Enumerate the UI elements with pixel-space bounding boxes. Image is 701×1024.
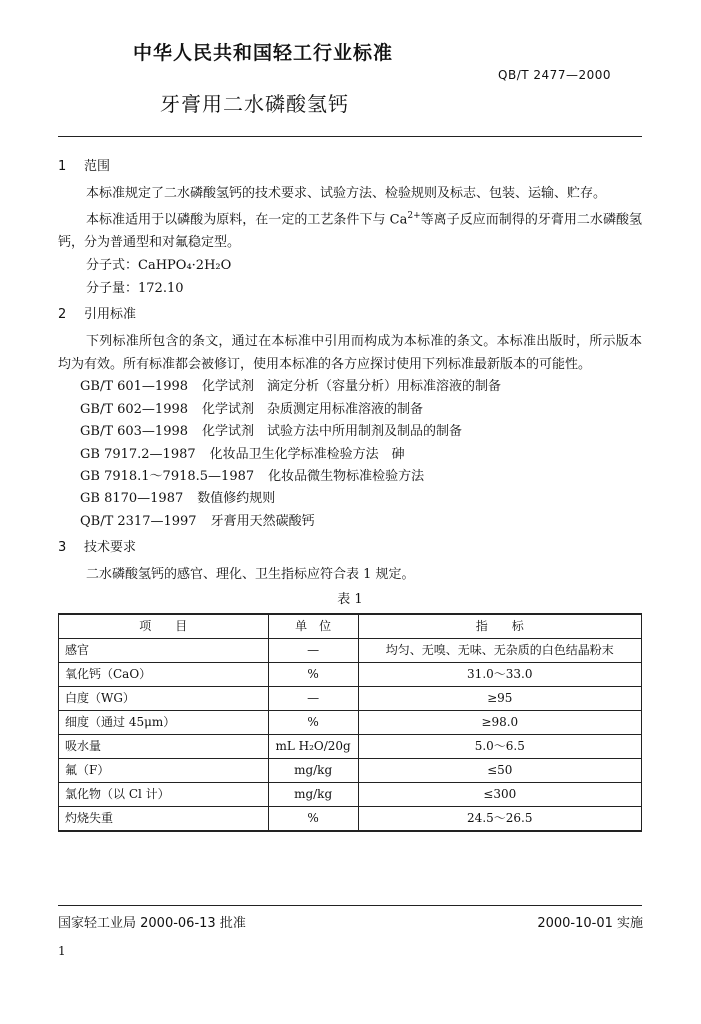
- approval-note: 国家轻工业局 2000-06-13 批准: [58, 916, 246, 931]
- table-row: [59, 759, 642, 783]
- section-1-heading: [58, 155, 642, 178]
- reference-name: 化学试剂 杂质测定用标准溶液的制备: [202, 401, 424, 417]
- standard-org-title: 中华人民共和国轻工行业标准: [133, 42, 394, 64]
- header-unit: 单 位: [268, 614, 358, 639]
- reference-item: [80, 511, 642, 533]
- standard-code: QB/T 2477—2000: [498, 68, 611, 82]
- table-caption: 表 1: [337, 592, 363, 608]
- molecular-mass: [86, 277, 642, 300]
- header-divider: [58, 136, 642, 137]
- section-number: 2: [58, 307, 67, 323]
- cell-item: 灼烧失重: [59, 807, 269, 832]
- header-item: 项 目: [59, 614, 269, 639]
- reference-item: [80, 376, 642, 398]
- formula-value: CaHPO₄·2H₂O: [138, 258, 232, 274]
- table-row: [59, 687, 642, 711]
- reference-name: 牙膏用天然碳酸钙: [210, 513, 315, 529]
- mass-value: 172.10: [138, 281, 184, 297]
- cell-value: ≤50: [358, 759, 641, 783]
- page-number: 1: [58, 944, 66, 958]
- cell-item: 氟（F）: [59, 759, 269, 783]
- reference-name: 化学试剂 滴定分析（容量分析）用标准溶液的制备: [202, 379, 502, 395]
- section-title: 范围: [84, 159, 111, 174]
- cell-unit: —: [268, 687, 358, 711]
- header-value: 指 标: [358, 614, 641, 639]
- scope-superscript: 2+: [407, 211, 421, 221]
- cell-item: 氧化钙（CaO）: [59, 663, 269, 687]
- formula-label: 分子式：: [86, 258, 139, 274]
- scope-text-after: 等离子反应而制得的牙膏用二水磷酸氢钙，分为普通型和对氟稳定型。: [58, 212, 642, 251]
- cell-value: ≤300: [358, 783, 641, 807]
- section-2-heading: [58, 303, 642, 326]
- reference-code: GB 7918.1～7918.5—1987: [80, 468, 255, 484]
- requirements-paragraph: 二水磷酸氢钙的感官、理化、卫生指标应符合表 1 规定。: [86, 567, 415, 583]
- reference-item: [80, 421, 642, 443]
- cell-unit: %: [268, 711, 358, 735]
- cell-item: 细度（通过 45μm）: [59, 711, 269, 735]
- document-title: 牙膏用二水磷酸氢钙: [160, 92, 349, 116]
- scope-text-before: 本标准适用于以磷酸为原料，在一定的工艺条件下与 Ca: [86, 212, 408, 228]
- table-row: [59, 807, 642, 832]
- spec-table: [58, 613, 642, 832]
- cell-item: 白度（WG）: [59, 687, 269, 711]
- cell-item: 感官: [59, 639, 269, 663]
- reference-name: 化学试剂 试验方法中所用制剂及制品的制备: [202, 424, 463, 440]
- table-row: [59, 711, 642, 735]
- table-row: [59, 783, 642, 807]
- reference-name: 化妆品卫生化学标准检验方法 砷: [209, 446, 405, 462]
- reference-item: [80, 488, 642, 510]
- mass-label: 分子量：: [86, 281, 139, 297]
- reference-code: GB 8170—1987: [80, 491, 184, 507]
- cell-value: 31.0～33.0: [358, 663, 641, 687]
- table-row: [59, 639, 642, 663]
- reference-code: GB 7917.2—1987: [80, 446, 196, 462]
- implementation-date: 2000-10-01 实施: [537, 916, 643, 931]
- cell-value: 5.0～6.5: [358, 735, 641, 759]
- reference-list: [58, 376, 642, 533]
- section-title: 技术要求: [84, 540, 137, 556]
- scope-paragraph-1: 本标准规定了二水磷酸氢钙的技术要求、试验方法、检验规则及标志、包装、运输、贮存。: [86, 186, 607, 201]
- footer-divider: [58, 905, 642, 906]
- cell-unit: mg/kg: [268, 783, 358, 807]
- reference-code: GB/T 603—1998: [80, 424, 189, 440]
- cell-value: 24.5～26.5: [358, 807, 641, 832]
- table-row: [59, 735, 642, 759]
- document-body: [58, 152, 642, 832]
- cell-unit: mL H₂O/20g: [268, 735, 358, 759]
- molecular-formula: [86, 254, 642, 277]
- cell-unit: %: [268, 807, 358, 832]
- scope-paragraph-2: [58, 205, 642, 254]
- section-number: 3: [58, 540, 67, 556]
- cell-item: 吸水量: [59, 735, 269, 759]
- reference-code: GB/T 602—1998: [80, 401, 189, 417]
- reference-item: [80, 444, 642, 466]
- cell-unit: mg/kg: [268, 759, 358, 783]
- cell-value: ≥98.0: [358, 711, 641, 735]
- reference-item: [80, 399, 642, 421]
- table-header-row: [59, 614, 642, 639]
- table-row: [59, 663, 642, 687]
- cell-unit: —: [268, 639, 358, 663]
- references-paragraph: 下列标准所包含的条文，通过在本标准中引用而构成为本标准的条文。本标准出版时，所示版本均为有效。所有标准都会被修订，使用本标准的各方应探讨使用下列标准最新版本的可能性。: [58, 334, 642, 373]
- section-title: 引用标准: [84, 307, 137, 323]
- section-3-heading: [58, 536, 642, 559]
- cell-item: 氯化物（以 Cl 计）: [59, 783, 269, 807]
- reference-name: 化妆品微生物标准检验方法: [268, 468, 425, 484]
- section-number: 1: [58, 159, 67, 174]
- reference-code: QB/T 2317—1997: [80, 513, 197, 529]
- cell-unit: %: [268, 663, 358, 687]
- reference-item: [80, 466, 642, 488]
- reference-code: GB/T 601—1998: [80, 379, 189, 395]
- cell-value: ≥95: [358, 687, 641, 711]
- cell-value: 均匀、无嗅、无味、无杂质的白色结晶粉末: [358, 639, 641, 663]
- reference-name: 数值修约规则: [197, 491, 276, 507]
